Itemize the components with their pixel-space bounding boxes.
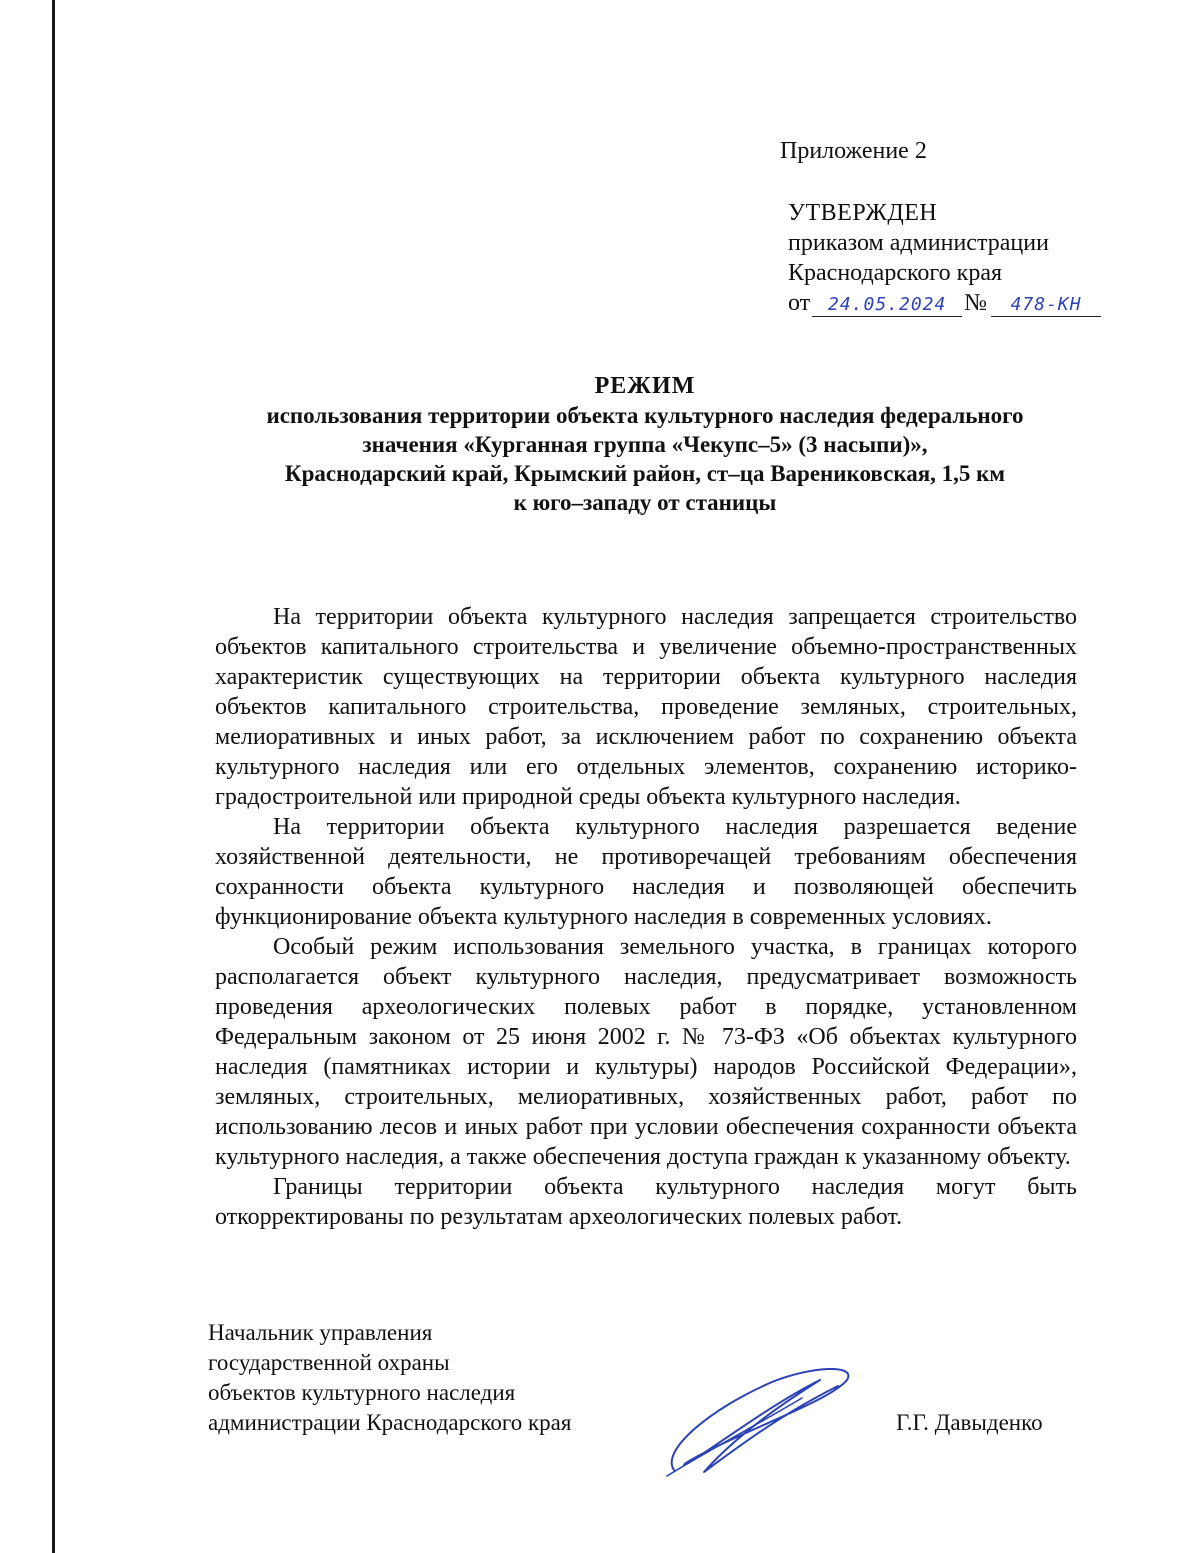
- scan-left-edge: [52, 0, 55, 1553]
- paragraph-3: Особый режим использования земельного участка, в границах которого располагается объект культурного наследия, предусматривает возможность проведения археологических полевых работ в порядке, установленном Федеральным законом от 25 июня 2002 г. № 73-ФЗ «Об объектах культурного наследия (памятниках истории и культуры) народов Российской Федерации», земляных, строительных, мелиоративных, хозяйственных работ, работ по использованию лесов и иных работ при условии обеспечения сохранности объекта культурного наследия, а также обеспечения доступа граждан к указанному объекту.: [215, 934, 1077, 1170]
- signer-name: Г.Г. Давыденко: [896, 1410, 1043, 1435]
- order-date-handwritten: 24.05.2024: [812, 294, 962, 317]
- position-line-2: государственной охраны: [208, 1350, 450, 1375]
- signatory-position: [208, 1318, 571, 1438]
- document-title: РЕЖИМ: [594, 373, 696, 399]
- approved-by-line-2: Краснодарского края: [788, 260, 1003, 286]
- paragraph-4: Границы территории объекта культурного наследия могут быть откорректированы по результатам археологических полевых работ.: [215, 1174, 1077, 1230]
- paragraph-2: На территории объекта культурного наследия разрешается ведение хозяйственной деятельности, не противоречащей требованиям обеспечения сохранности объекта культурного наследия и позволяющей обеспечить функционирование объекта культурного наследия в современных условиях.: [215, 814, 1077, 930]
- title-line-4: к юго–западу от станицы: [513, 490, 777, 515]
- position-line-3: объектов культурного наследия: [208, 1380, 516, 1405]
- order-number-handwritten: 478-КН: [991, 294, 1101, 317]
- title-line-3: Краснодарский край, Крымский район, ст–ца Варениковская, 1,5 км: [284, 461, 1006, 486]
- title-line-2: значения «Курганная группа «Чекупс–5» (3 насыпи)»,: [362, 432, 928, 457]
- approved-by-line-1: приказом администрации: [788, 230, 1049, 256]
- number-prefix: №: [964, 290, 988, 316]
- position-line-4: администрации Краснодарского края: [208, 1410, 572, 1435]
- document-body: [215, 602, 1077, 1232]
- handwritten-signature: [652, 1358, 862, 1483]
- date-prefix: от: [788, 290, 811, 316]
- position-line-1: Начальник управления: [208, 1320, 433, 1345]
- annex-label: Приложение 2: [780, 138, 927, 164]
- approved-heading: УТВЕРЖДЕН: [788, 200, 938, 226]
- paragraph-1: На территории объекта культурного наследия запрещается строительство объектов капитального строительства и увеличение объемно-пространственных характеристик существующих на территории объекта культурного наследия объектов капитального строительства, проведение земляных, строительных, мелиоративных и иных работ, за исключением работ по сохранению объекта культурного наследия или его отдельных элементов, сохранению историко-градостроительной или природной среды объекта культурного наследия.: [215, 604, 1077, 810]
- order-reference: [788, 288, 1101, 318]
- title-line-1: использования территории объекта культурного наследия федерального: [266, 403, 1024, 428]
- document-title-block: [215, 372, 1075, 517]
- approval-block: [788, 198, 1101, 318]
